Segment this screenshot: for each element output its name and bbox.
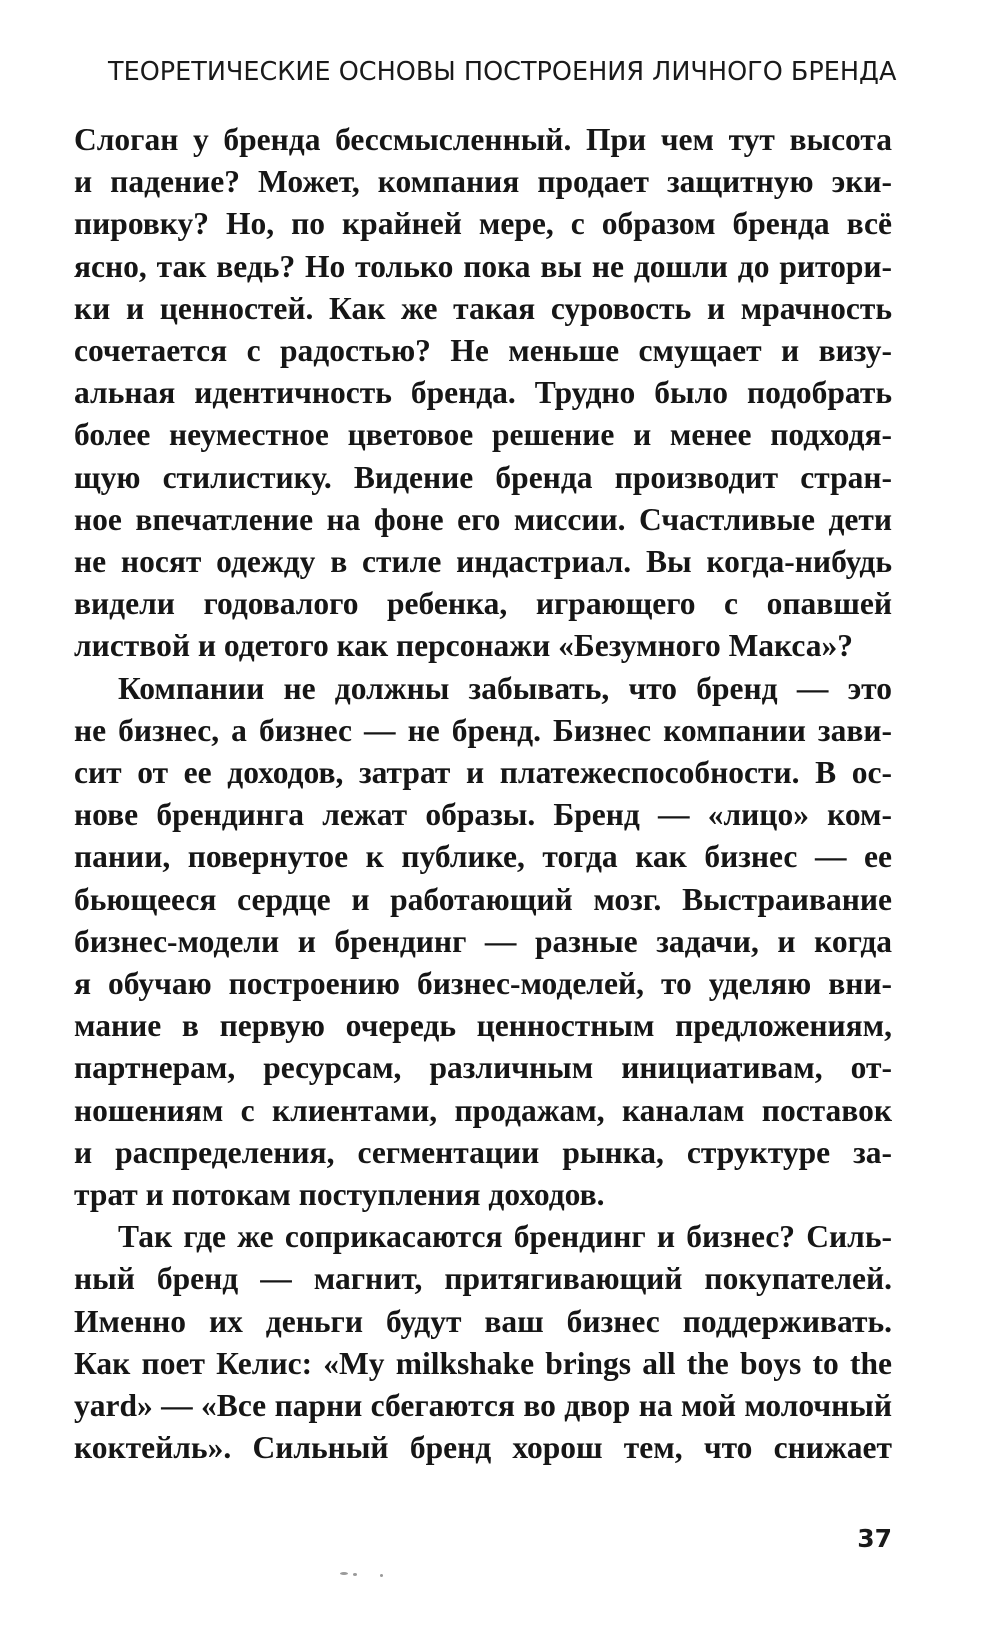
scan-speck [340,1572,348,1575]
text-line: более неуместное цветовое решение и менее подходя- [74,417,892,453]
text-line: щую стилистику. Видение бренда производит стран- [74,459,892,495]
text-line: и распределения, сегментации рынка, структуре за- [74,1134,892,1170]
text-line: пировку? Но, по крайней мере, с образом бренда всё [74,206,892,242]
text-line: не бизнес, а бизнес — не бренд. Бизнес компании зави- [74,712,892,748]
text-line: Так где же соприкасаются брендинг и бизнес? Силь- [118,1219,892,1255]
text-line: Именно их деньги будут ваш бизнес поддерживать. [74,1303,892,1339]
text-line: нове брендинга лежат образы. Бренд — «лицо» ком- [74,797,892,833]
scan-speck [353,1573,357,1576]
text-line: коктейль». Сильный бренд хорош тем, что снижает [74,1430,892,1466]
text-line: сочетается с радостью? Не меньше смущает и визу- [74,333,892,368]
text-line: ношениям с клиентами, продажам, каналам поставок [74,1092,892,1128]
text-line: партнерам, ресурсам, различным инициативам, от- [74,1050,892,1086]
text-line: Как поет Келис: «My milkshake brings all the boys to the [74,1345,892,1381]
text-line: Слоган у бренда бессмысленный. При чем тут высота [74,122,892,157]
text-line: yard» — «Все парни сбегаются во двор на мой молочный [74,1388,892,1423]
text-line: листвой и одетого как персонажи «Безумного Макса»? [74,628,854,664]
scan-speck [380,1574,383,1577]
text-line: Компании не должны забывать, что бренд — это [118,670,892,706]
text-line: сит от ее доходов, затрат и платежеспособности. В ос- [74,755,892,790]
page-number: 37 [857,1524,892,1553]
text-line: бизнес-модели и брендинг — разные задачи, и когда [74,923,892,959]
text-line: ный бренд — магнит, притягивающий покупателей. [74,1261,892,1297]
text-line: я обучаю построению бизнес-моделей, то уделяю вни- [74,966,892,1001]
running-head: ТЕОРЕТИЧЕСКИЕ ОСНОВЫ ПОСТРОЕНИЯ ЛИЧНОГО БРЕНДА [108,57,897,87]
text-line: ное впечатление на фоне его миссии. Счастливые дети [74,501,892,537]
text-line: ки и ценностей. Как же такая суровость и мрачность [74,290,892,326]
text-line: трат и потокам поступления доходов. [74,1177,605,1212]
text-line: пании, повернутое к публике, тогда как бизнес — ее [74,839,892,875]
text-line: бьющееся сердце и работающий мозг. Выстраивание [74,881,892,917]
text-line: не носят одежду в стиле индастриал. Вы когда-нибудь [74,544,892,579]
text-line: альная идентичность бренда. Трудно было подобрать [74,375,892,411]
text-line: видели годовалого ребенка, играющего с опавшей [74,586,892,622]
text-line: и падение? Может, компания продает защитную эки- [74,164,892,200]
scan-specks [340,1569,400,1579]
text-line: ясно, так ведь? Но только пока вы не дошли до ритори- [74,248,892,284]
text-line: мание в первую очередь ценностным предложениям, [74,1008,892,1044]
